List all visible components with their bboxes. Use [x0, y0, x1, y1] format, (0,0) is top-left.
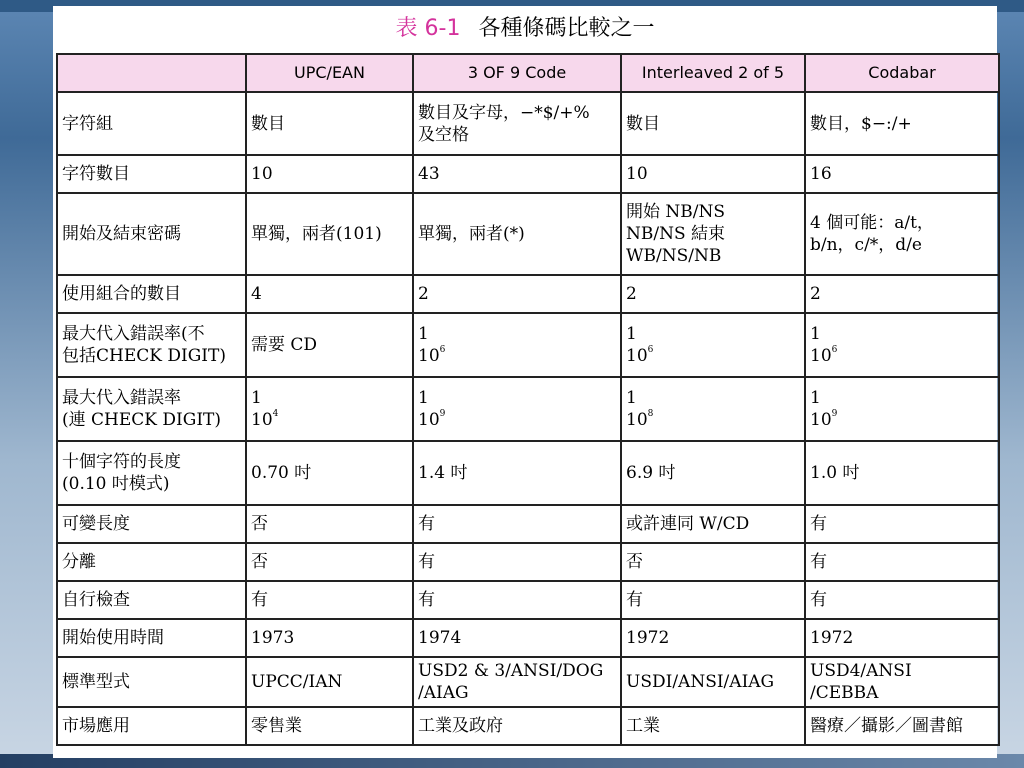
cell-line: 及空格 — [418, 124, 469, 145]
cell-interleaved-2-of-5 — [621, 619, 805, 657]
slide — [53, 6, 997, 758]
table-row — [57, 505, 999, 543]
cell-line: 否 — [251, 514, 268, 534]
cell-line: 有 — [626, 590, 643, 610]
cell-upc-ean — [246, 543, 413, 581]
cell-upc-ean — [246, 505, 413, 543]
cell-line: 十個字符的長度 — [62, 452, 181, 472]
cell-codabar — [805, 313, 999, 377]
table-row — [57, 155, 999, 193]
cell-line: 字符數目 — [62, 164, 130, 184]
exponent-value: $10^9$ — [418, 409, 446, 430]
cell-codabar — [805, 92, 999, 155]
cell-codabar — [805, 275, 999, 313]
row-label-cell — [57, 505, 246, 543]
cell-line: 1 — [810, 388, 821, 408]
cell-line: 零售業 — [251, 716, 302, 736]
cell-line: 自行檢查 — [62, 590, 130, 610]
header-cell-upc-ean: UPC/EAN — [246, 54, 413, 92]
cell-line: 否 — [626, 552, 643, 572]
cell-codabar — [805, 441, 999, 505]
table-row — [57, 377, 999, 441]
row-label-cell — [57, 657, 246, 707]
cell-line: 4 個可能：a/t， — [810, 213, 934, 233]
cell-line: USDI/ANSI/AIAG — [626, 672, 775, 692]
cell-line: 單獨，兩者(*) — [418, 224, 525, 244]
cell-line: 有 — [418, 514, 435, 534]
cell-code39 — [413, 707, 621, 745]
row-label-cell — [57, 377, 246, 441]
cell-codabar — [805, 619, 999, 657]
table-row — [57, 657, 999, 707]
cell-line: 1973 — [251, 628, 295, 648]
cell-interleaved-2-of-5 — [621, 543, 805, 581]
cell-code39 — [413, 543, 621, 581]
cell-line: 單獨，兩者(101) — [251, 224, 382, 244]
exponent-value: $10^6$ — [418, 345, 446, 366]
row-label-cell — [57, 619, 246, 657]
cell-line: (連 CHECK DIGIT) — [62, 410, 222, 430]
cell-line: 有 — [251, 590, 268, 610]
cell-interleaved-2-of-5 — [621, 657, 805, 707]
cell-line: 市場應用 — [62, 716, 130, 736]
cell-upc-ean — [246, 313, 413, 377]
cell-line: 2 — [418, 284, 429, 304]
table-row — [57, 313, 999, 377]
cell-line: 數目 — [251, 113, 285, 134]
table-title-text: 各種條碼比較之一 — [478, 16, 655, 41]
cell-interleaved-2-of-5 — [621, 581, 805, 619]
table-row — [57, 543, 999, 581]
cell-codabar — [805, 155, 999, 193]
table-row — [57, 619, 999, 657]
cell-line: 43 — [418, 164, 440, 184]
cell-line: 開始使用時間 — [62, 628, 164, 648]
cell-interleaved-2-of-5 — [621, 707, 805, 745]
cell-codabar — [805, 543, 999, 581]
cell-upc-ean — [246, 441, 413, 505]
table-row — [57, 92, 999, 155]
cell-line: 分離 — [62, 552, 96, 572]
cell-line: 可變長度 — [62, 514, 130, 534]
cell-interleaved-2-of-5 — [621, 193, 805, 275]
exponent-value: $10^8$ — [626, 409, 654, 430]
cell-line: 需要 CD — [251, 335, 318, 355]
cell-interleaved-2-of-5 — [621, 92, 805, 155]
cell-code39 — [413, 657, 621, 707]
cell-code39 — [413, 581, 621, 619]
cell-line: WB/NS/NB — [626, 246, 722, 266]
cell-code39 — [413, 619, 621, 657]
cell-line: 最大代入錯誤率(不 — [62, 324, 205, 344]
cell-interleaved-2-of-5 — [621, 377, 805, 441]
cell-line: USD2 & 3/ANSI/DOG — [418, 661, 604, 681]
cell-upc-ean — [246, 581, 413, 619]
cell-upc-ean — [246, 707, 413, 745]
table-row — [57, 707, 999, 745]
cell-line: 工業及政府 — [418, 716, 503, 736]
cell-line: 醫療／攝影／圖書館 — [810, 716, 963, 736]
cell-line: 10 — [626, 164, 648, 184]
cell-line: 開始及結束密碼 — [62, 224, 181, 244]
row-label-cell — [57, 441, 246, 505]
cell-line: 標準型式 — [62, 672, 130, 692]
cell-codabar — [805, 707, 999, 745]
row-label-cell — [57, 543, 246, 581]
exponent-value: $10^6$ — [810, 345, 838, 366]
cell-interleaved-2-of-5 — [621, 155, 805, 193]
cell-line: 6.9 吋 — [626, 463, 676, 483]
table-row — [57, 581, 999, 619]
cell-code39 — [413, 155, 621, 193]
cell-line: 1 — [810, 324, 821, 344]
table-row — [57, 275, 999, 313]
cell-line: NB/NS 結束 — [626, 224, 726, 244]
cell-line: 包括CHECK DIGIT) — [62, 346, 226, 366]
cell-code39 — [413, 92, 621, 155]
cell-line: 0.70 吋 — [251, 463, 312, 483]
cell-codabar — [805, 505, 999, 543]
cell-line: 4 — [251, 284, 262, 304]
cell-line: 開始 NB/NS — [626, 202, 726, 222]
cell-line: 有 — [418, 552, 435, 572]
cell-upc-ean — [246, 619, 413, 657]
table-row — [57, 193, 999, 275]
cell-upc-ean — [246, 155, 413, 193]
cell-line: 工業 — [626, 716, 660, 736]
cell-line: 1972 — [626, 628, 670, 648]
cell-line: 有 — [418, 590, 435, 610]
cell-line: 有 — [810, 552, 827, 572]
cell-upc-ean — [246, 657, 413, 707]
cell-line: 1 — [418, 388, 429, 408]
cell-line: 1 — [626, 388, 637, 408]
row-label-cell — [57, 313, 246, 377]
cell-line: /AIAG — [418, 683, 469, 703]
cell-line: 使用組合的數目 — [62, 284, 181, 304]
cell-codabar — [805, 377, 999, 441]
header-cell-code39: 3 OF 9 Code — [413, 54, 621, 92]
header-cell-interleaved-2-of-5: Interleaved 2 of 5 — [621, 54, 805, 92]
cell-code39 — [413, 313, 621, 377]
cell-codabar — [805, 193, 999, 275]
header-cell-corner — [57, 54, 246, 92]
cell-code39 — [413, 377, 621, 441]
row-label-cell — [57, 275, 246, 313]
cell-line: 或許連同 W/CD — [626, 514, 750, 534]
row-label-cell — [57, 581, 246, 619]
cell-code39 — [413, 275, 621, 313]
cell-line: 最大代入錯誤率 — [62, 388, 181, 408]
cell-line: 1.0 吋 — [810, 463, 860, 483]
cell-interleaved-2-of-5 — [621, 505, 805, 543]
cell-line: 字符組 — [62, 113, 113, 134]
cell-line: 有 — [810, 590, 827, 610]
cell-line: 10 — [251, 164, 273, 184]
cell-line: 數目，$−:/+ — [810, 113, 912, 134]
header-row — [57, 54, 999, 92]
cell-upc-ean — [246, 275, 413, 313]
cell-code39 — [413, 505, 621, 543]
cell-line: (0.10 吋模式) — [62, 474, 170, 494]
cell-line: 2 — [626, 284, 637, 304]
cell-upc-ean — [246, 377, 413, 441]
row-label-cell — [57, 193, 246, 275]
barcode-comparison-table — [56, 53, 1000, 746]
exponent-value: $10^6$ — [626, 345, 654, 366]
header-cell-codabar: Codabar — [805, 54, 999, 92]
cell-code39 — [413, 441, 621, 505]
cell-line: 1 — [418, 324, 429, 344]
cell-codabar — [805, 657, 999, 707]
cell-line: 2 — [810, 284, 821, 304]
cell-interleaved-2-of-5 — [621, 275, 805, 313]
exponent-value: $10^4$ — [251, 409, 279, 430]
cell-line: /CEBBA — [810, 683, 879, 703]
cell-line: 1 — [251, 388, 262, 408]
cell-line: 1.4 吋 — [418, 463, 468, 483]
row-label-cell — [57, 707, 246, 745]
cell-interleaved-2-of-5 — [621, 441, 805, 505]
cell-line: 否 — [251, 552, 268, 572]
cell-line: 數目 — [626, 113, 660, 134]
table-row — [57, 441, 999, 505]
cell-line: 1 — [626, 324, 637, 344]
cell-line: 1974 — [418, 628, 462, 648]
cell-interleaved-2-of-5 — [621, 313, 805, 377]
cell-upc-ean — [246, 92, 413, 155]
cell-line: 16 — [810, 164, 832, 184]
slide-title — [53, 10, 997, 48]
cell-line: USD4/ANSI — [810, 661, 912, 681]
cell-upc-ean — [246, 193, 413, 275]
cell-line: b/n，c/*，d/e — [810, 235, 922, 255]
cell-codabar — [805, 581, 999, 619]
cell-code39 — [413, 193, 621, 275]
table-number: 表 6-1 — [395, 16, 461, 41]
cell-line: UPCC/IAN — [251, 672, 343, 692]
cell-line: 有 — [810, 514, 827, 534]
cell-line: 數目及字母，−*$/+% — [418, 102, 590, 123]
exponent-value: $10^9$ — [810, 409, 838, 430]
row-label-cell — [57, 155, 246, 193]
row-label-cell — [57, 92, 246, 155]
cell-line: 1972 — [810, 628, 854, 648]
